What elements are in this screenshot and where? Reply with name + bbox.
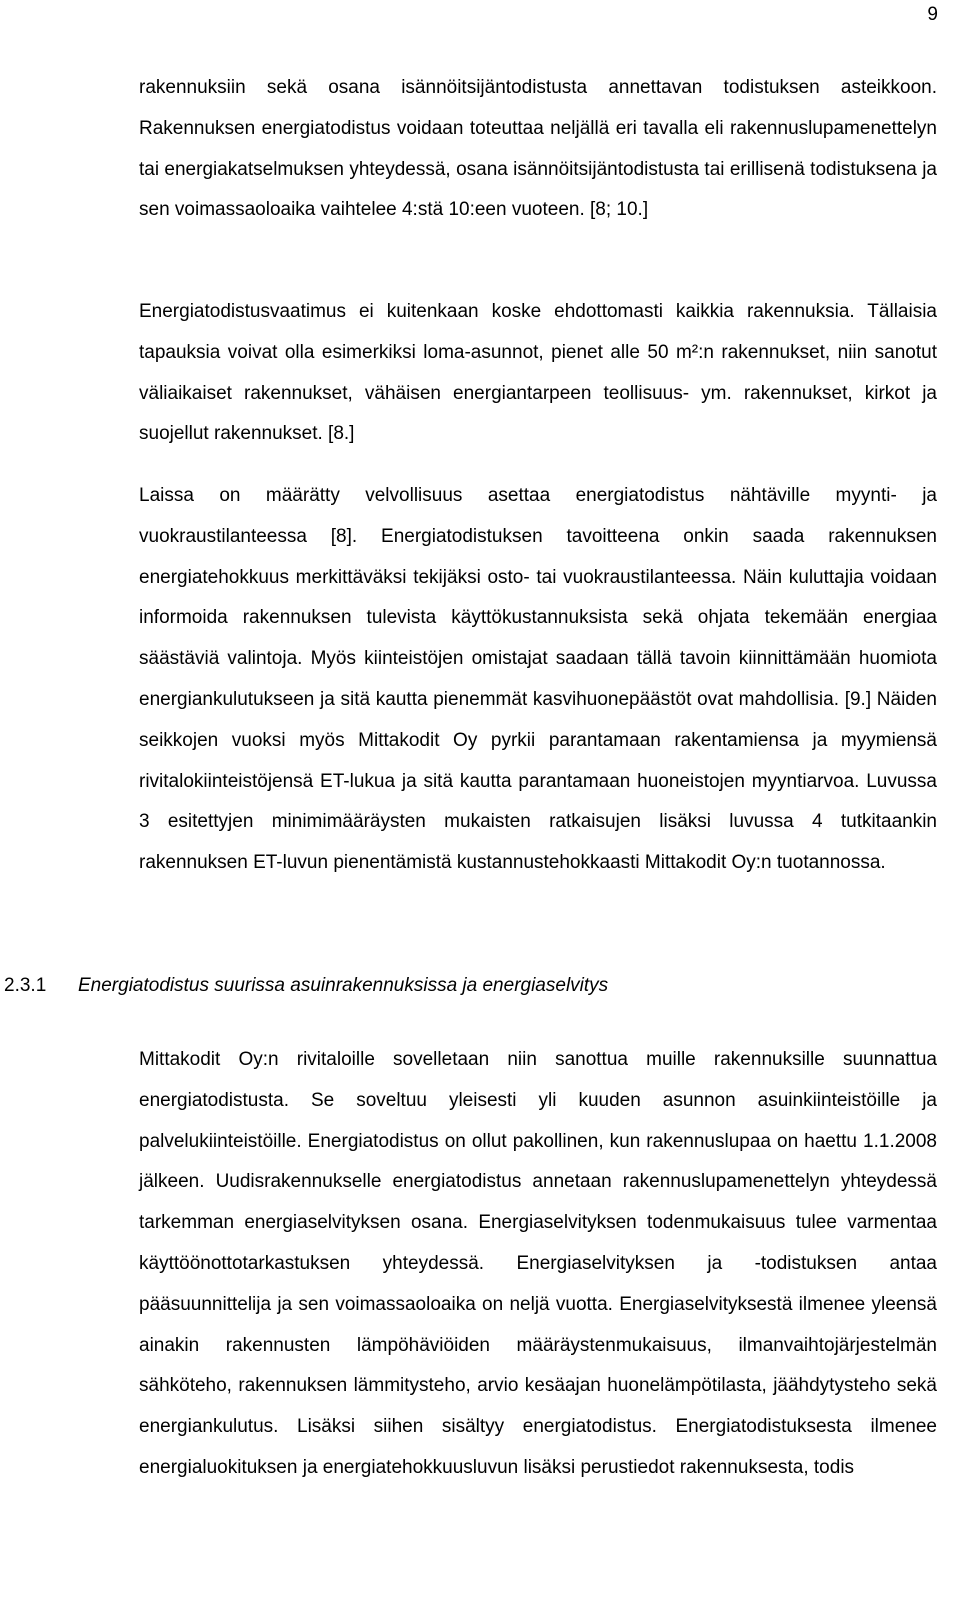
paragraph-1: rakennuksiin sekä osana isännöitsijäntodistusta annettavan todistuksen asteikkoon. Rakennuksen energiatodistus voidaan toteuttaa neljällä eri tavalla eli rakennuslupamenettelyn tai energiakatselmuksen yhteydessä, osana isännöitsijäntodistusta tai erillisenä todistuksena ja sen voimassaoloaika vaihtelee 4:stä 10:een vuoteen. [8; 10.]	[139, 77, 937, 221]
paragraph-4: Mittakodit Oy:n rivitaloille sovelletaan niin sanottua muille rakennuksille suunnattua energiatodistusta. Se soveltuu yleisesti yli kuuden asunnon asuinkiinteistöille ja palvelukiinteistöille. Energiatodistus on ollut pakollinen, kun rakennuslupaa on haettu 1.1.2008 jälkeen. Uudisrakennukselle energiatodistus annetaan rakennuslupamenettelyn yhteydessä tarkemman energiaselvityksen osana. Energiaselvityksen todenmukaisuus tulee varmentaa käyttöönottotarkastuksen yhteydessä. Energiaselvityksen ja -todistuksen antaa pääsuunnittelija ja sen voimassaoloaika on neljä vuotta. Energiaselvityksestä ilmenee yleensä ainakin rakennusten lämpöhäviöiden määräystenmukaisuus, ilmanvaihtojärjestelmän sähköteho, rakennuksen lämmitysteho, arvio kesäajan huonelämpötilasta, jäähdytysteho sekä energiankulutus. Lisäksi siihen sisältyy energiatodistus. Energiatodistuksesta ilmenee energialuokituksen ja energiatehokkuusluvun lisäksi perustiedot rakennuksesta, todis	[139, 1049, 937, 1478]
paragraph-3: Laissa on määrätty velvollisuus asettaa energiatodistus nähtäville myynti- ja vuokraustilanteessa [8]. Energiatodistuksen tavoitteena onkin saada rakennuksen energiatehokkuus merkittäväksi tekijäksi osto- tai vuokraustilanteessa. Näin kuluttajia voidaan informoida rakennuksen tulevista käyttökustannuksista sekä ohjata tekemään energiaa säästäviä valintoja. Myös kiinteistöjen omistajat saadaan tällä tavoin kiinnittämään huomiota energiankulutukseen ja sitä kautta pienemmät kasvihuonepäästöt ovat mahdollisia. [9.] Näiden seikkojen vuoksi myös Mittakodit Oy pyrkii parantamaan rakentamiensa ja myymiensä rivitalokiinteistöjensä ET-lukua ja sitä kautta parantamaan huoneistojen myyntiarvoa. Luvussa 3 esitettyjen minimimääräysten mukaisten ratkaisujen lisäksi luvussa 4 tutkitaankin rakennuksen ET-luvun pienentämistä kustannustehokkaasti Mittakodit Oy:n tuotannossa.	[139, 485, 937, 874]
paragraph-2: Energiatodistusvaatimus ei kuitenkaan koske ehdottomasti kaikkia rakennuksia. Tällaisia tapauksia voivat olla esimerkiksi loma-asunnot, pienet alle 50 m²:n rakennukset, niin sanotut väliaikaiset rakennukset, vähäisen energiantarpeen teollisuus- ym. rakennukset, kirkot ja suojellut rakennukset. [8.]	[139, 301, 937, 445]
section-title: Energiatodistus suurissa asuinrakennuksissa ja energiaselvitys	[78, 975, 609, 996]
section-heading	[4, 974, 936, 998]
section-number: 2.3.1	[4, 975, 47, 996]
page-number: 9	[927, 4, 938, 25]
